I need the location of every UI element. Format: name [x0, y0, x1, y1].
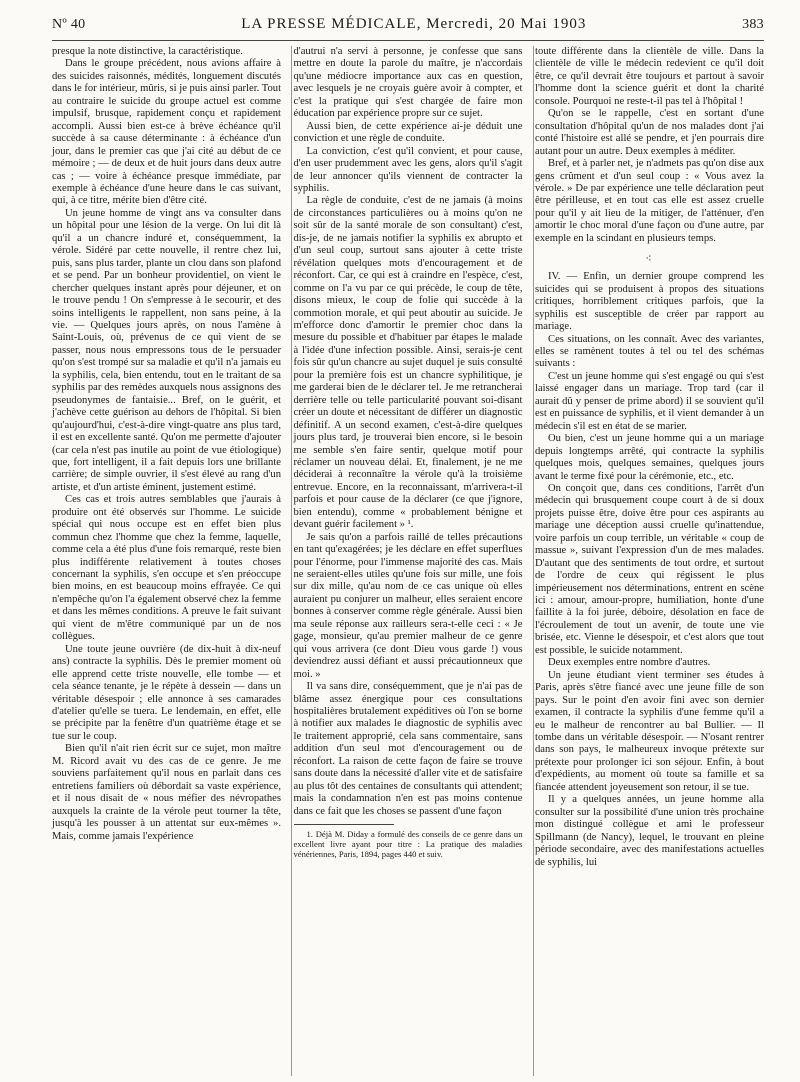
footnote: 1. Déjà M. Diday a formulé des conseils de ce genre dans un excellent livre ayant pour titre : La pratique des maladies vénériennes, Paris, 1894, pages 440 et suiv. [293, 829, 523, 860]
paragraph: IV. — Enfin, un dernier groupe comprend les suicides qui se produisent à propos des situations critiques, horriblement critiques parfois, que la syphilis est susceptible de créer par rapport au mariage. [535, 271, 764, 333]
paragraph: Ou bien, c'est un jeune homme qui a un mariage depuis longtemps arrêté, qui contracte la syphilis quelques mois, quelques semaines, quelques jours avant le terme fixé pour la cérémonie, etc., etc. [535, 433, 764, 482]
paragraph: presque la note distinctive, la caractéristique. [52, 46, 243, 57]
paragraph: Qu'on se le rappelle, c'est en sortant d'une consultation d'hôpital qu'un de nos malades dont j'ai conté l'histoire est allé se pendre, et j'en pourrais dire autant pour un autre. Deux exemples à méditer. [535, 108, 764, 157]
paragraph: Il va sans dire, conséquemment, que je n'ai pas de blâme assez énergique pour ces consultations hospitalières brutalement expéditives où l'on se borne à notifier aux malades le diagnostic de syphilis avec le traitement approprié, cela sans commentaire, sans addition d'un seul mot d'encouragement ou de réconfort. La raison de cette façon de faire se trouve sans doute dans la nécessité d'aller vite et de satisfaire au plus tôt des centaines de consultants qui attendent; mais la condamnation n'en est pas moins contenue dans ce fait que les choses se passent d'une façon [293, 681, 523, 817]
paragraph: Ces cas et trois autres semblables que j'aurais à produire ont été observés sur l'homme. Le suicide spécial qui nous occupe est en effet bien plus commun chez l'homme que chez la femme, laquelle, comme cela a été plus d'une fois remarqué, reste bien plus indifférente relativement à toutes choses concernant la syphilis, s'en occupe et s'en préoccupe bien moins, en est beaucoup moins effrayée. Ce qui n'empêche qu'on l'a également observé chez la femme et dans les mêmes conditions. A preuve le fait suivant qui vient de m'être communiqué par un de nos collègues. [52, 494, 281, 643]
page-number: 383 [742, 17, 764, 32]
section-separator: ⁖ [645, 253, 654, 266]
paragraph: Aussi bien, de cette expérience ai-je déduit une conviction et une règle de conduite. [293, 120, 523, 145]
paragraph: Un jeune étudiant vient terminer ses études à Paris, après s'être fiancé avec une jeune fille de son pays. Sur le point d'en avoir fini avec son dernier examen, il contracte la syphilis d'une femme qu'il a eu le malheur de rencontrer au bal Bullier. — Il tombe dans un véritable désespoir. — N'osant rentrer dans son pays, le malheureux invoque prétexte sur prétexte pour prolonger ici son séjour. Enfin, à bout d'expédients, au moment où toute sa famille et sa fiancée attendent joyeusement son retour, il se tue. [535, 669, 764, 793]
paragraph: d'autrui n'a servi à personne, je confesse que sans mettre en doute la parole du maître, je n'accordais qu'une médiocre importance aux cas en question, avec lesquels je ne croyais guère avoir à compter, et c'est la pratique qui s'est chargée de faire mon éducation par expérience propre sur ce sujet. [293, 46, 523, 120]
column-2 [294, 46, 523, 1076]
header-rule [52, 40, 764, 41]
paragraph: On conçoit que, dans ces conditions, l'arrêt d'un médecin qui brusquement coupe court à de si doux projets puisse être, doive être pour ces aspirants au mariage une déception aussi cruelle qu'inattendue, voire parfois un coup terrible, un véritable « coup de massue », suivant l'expression d'un de mes malades. D'autant que des sentiments de tout ordre, et surtout de l'ordre de ceux qui régissent le plus impérieusement nos déterminations, entrent en scène ici : amour, amour-propre, humiliation, honte d'une faillite à la foi jurée, déboire, désolation en face de l'écroulement de tout un avenir, de toute une vie brisée, etc. Vienne le désespoir, et c'est alors que tout est possible, le suicide notamment. [535, 482, 764, 656]
column-3 [535, 46, 764, 1076]
paragraph: toute différente dans la clientèle de ville. Dans la clientèle de ville le médecin redevient ce qu'il doit être, ce qu'il devrait être toujours et partout à savoir l'homme dont la science guérit et dont la charité console. Pourquoi ne reste-t-il pas tel à l'hôpital ! [535, 46, 764, 107]
paragraph: Un jeune homme de vingt ans va consulter dans un hôpital pour une lésion de la verge. On lui dit là qu'il a un chancre induré et, conséquemment, la vérole. Sidéré par cette nouvelle, il rentre chez lui, puis, sans plus tarder, plante un clou dans son plafond et se pend. Par un bonheur providentiel, on vient le chercher quelques instant après pour déjeuner, et on le trouve pendu ! On s'empresse à le secourir, et des soins intelligents le rappellent, non sans peine, à la vie. — Quelques jours après, on nous l'amène à Saint-Louis, où, prévenus de ce qui vient de se passer, nous nous empressons tous de le persuader qu'on s'est trompé sur sa maladie et qu'il n'a jamais eu la syphilis, cela, bien entendu, tout en le traitant de sa syphilis par des remèdes auxquels nous assignons des pseudonymes de fantaisie... Bref, on le guérit, et j'achève cette guérison au dehors de l'hôpital. Si bien qu'aujourd'hui, c'est-à-dire vingt-quatre ans plus tard, il est en excellente santé. Qu'on me permette d'ajouter (car cela n'est pas inutile au point de vue étiologique) que, fort intelligent, il a fait depuis lors une brillante carrière; de simple ouvrier, il s'est élevé au rang d'un artiste, et d'un artiste éminent, justement estimé. [52, 207, 281, 493]
paragraph: Bien qu'il n'ait rien écrit sur ce sujet, mon maître M. Ricord avait vu des cas de ce genre. Je me souviens parfaitement qu'il nous en parlait dans ces entretiens familiers où débordait sa vaste expérience, et il nous disait de « nous méfier des névropathes auxquels la crainte de la vérole peut tourner la tête, jusqu'à les pousser à un attentat sur eux-mêmes ». Mais, comme jamais l'expérience [52, 743, 281, 842]
paragraph: Il y a quelques années, un jeune homme alla consulter sur la possibilité d'une union très prochaine mon distingué collègue et ami le professeur Spillmann (de Nancy), lequel, le trouvant en pleine période secondaire, avec des manifestations actuelles de syphilis, lui [535, 794, 764, 868]
paragraph: La règle de conduite, c'est de ne jamais (à moins de circonstances particulières ou à moins qu'on ne soit sûr de la santé morale de son consultant) c'est, dis-je, de ne jamais notifier la syphilis ex abrupto et d'un seul coup, surtout sans ajouter à cette triste révélation quelques mots d'encouragement et de réconfort. Car, ce qui est à craindre en l'espèce, c'est, comme on l'a vu par ce qui précède, le coup de tête, disons mieux, le coup de folie qui succède à la commotion morale, et qui peut aboutir au suicide. Je m'efforce donc d'amortir le premier choc dans la mesure du possible et d'habituer par étapes le malade à l'idée d'une infection possible. Ainsi, serais-je cent fois sûr qu'un chancre au sujet duquel je suis consulté pour la première fois est un chancre syphilitique, je me garderai bien de le déclarer tel. Je me retrancherai derrière telle ou telle particularité pouvant soi-disant créer un doute et nécessitant de différer un diagnostic définitif. A un second examen, c'est-à-dire quelques jours plus tard, je trouverai bien encore, si le besoin me semble s'en faire sentir, quelque motif pour réclamer un nouveau délai. Et, finalement, je ne me déciderai à reconnaître la vérole qu'à la troisième entrevue. Encore, en la reconnaissant, m'arrivera-t-il parfois et pour cause de la déclarer (ce que j'ignore, bien entendu), comme « probablement bénigne et devant guérir facilement » ¹. [293, 195, 523, 531]
paragraph: Je sais qu'on a parfois raillé de telles précautions en tant qu'exagérées; je les déclare en effet superflues pour l'énorme, pour l'immense majorité des cas. Mais ne seraient-elles utiles qu'une fois sur mille, une fois sur dix mille, qu'au nom de ce cas unique où elles auraient pu conjurer un malheur, elles seraient encore bonnes à conserver comme règle générale. Aussi bien ma seule réponse aux railleurs sera-t-elle ceci : « Je gage, monsieur, qu'au premier malheur de ce genre qui vous arrivera (ce dont Dieu vous garde !) vous deviendrez aussi défiant et aussi précautionneux que moi. » [293, 531, 523, 680]
paragraph: Deux exemples entre nombre d'autres. [548, 657, 711, 669]
text-columns [52, 46, 764, 1076]
paragraph: C'est un jeune homme qui s'est engagé ou qui s'est laissé engager dans un mariage. Trop tard (car il aurait dû y penser de prime abord) il se souvient qu'il est en puissance de syphilis, et il vient demander à un médecin s'il est en état de se marier. [535, 370, 764, 432]
column-1 [52, 46, 281, 1076]
issue-number: Nº 40 [52, 17, 86, 32]
journal-title: LA PRESSE MÉDICALE, Mercredi, 20 Mai 1903 [241, 16, 587, 32]
paragraph: Bref, et à parler net, je n'admets pas qu'on dise aux gens crûment et d'un seul coup : « Vous avez la vérole. » De par expérience une telle déclaration peut être périlleuse, et en tout cas elle est assez cruelle pour qu'il y ait lieu de la mitiger, de l'atténuer, d'en amortir le choc moral d'une façon ou d'une autre, par exemple en la scindant en plusieurs temps. [535, 158, 764, 244]
page-header [52, 16, 764, 38]
footnote-rule [294, 824, 394, 825]
paragraph: Ces situations, on les connaît. Avec des variantes, elles se ramènent toutes à tel ou tel des schémas suivants : [535, 333, 764, 370]
paragraph: Dans le groupe précédent, nous avions affaire à des suicides raisonnés, médités, longuement discutés dans le for intérieur, mûris, si je puis ainsi parler. Tout au contraire le suicide du groupe actuel est comme impulsif, brusque, rapidement conçu et rapidement accompli. Aussi bien est-ce à brève échéance qu'il succède à sa cause déterminante : à échéance d'un jour, dans le premier cas que j'ai cité au début de ce mémoire ; — de deux et de huit jours dans deux autre cas ; — voire à échéance presque immédiate, par exemple à échéance d'une heure dans le cas suivant, qui, à ce titre, mérite bien d'être cité. [52, 58, 282, 207]
paragraph: La conviction, c'est qu'il convient, et pour cause, d'en user prudemment avec les gens, alors qu'il s'agit de leur annoncer qu'ils viennent de contracter la syphilis. [293, 145, 523, 194]
paragraph: Une toute jeune ouvrière (de dix-huit à dix-neuf ans) contracte la syphilis. Dès le premier moment où elle apprend cette triste nouvelle, elle tombe — et cela séance tenante, je le répète à dessein — dans un véritable désespoir ; elle annonce à ses camarades d'atelier qu'elle se tuera. Le lendemain, en effet, elle se précipite par la fenêtre d'un quatrième étage et se tue sur le coup. [52, 643, 281, 742]
